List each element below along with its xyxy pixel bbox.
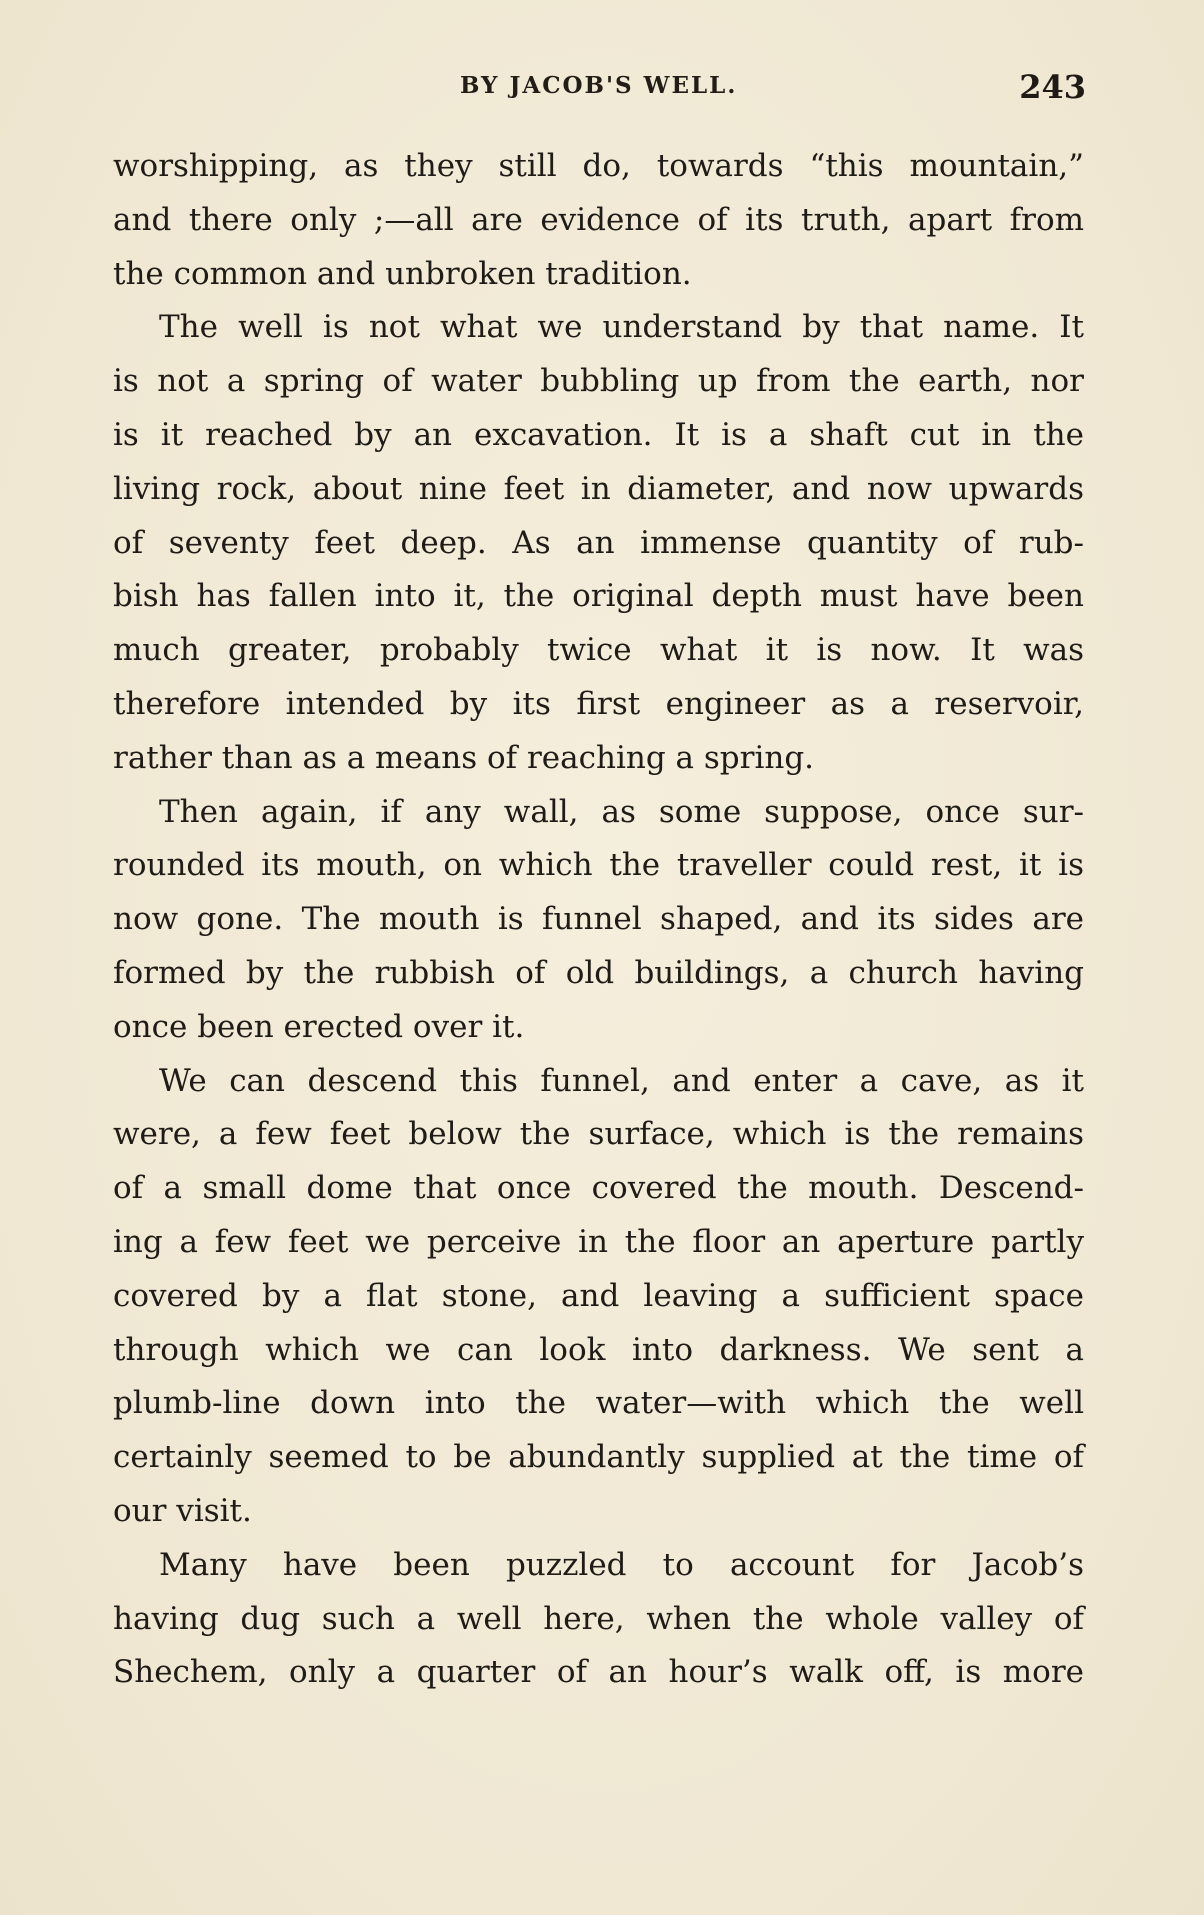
- text-line: We can descend this funnel, and enter a cave, as it: [159, 1062, 1084, 1099]
- text-line: The well is not what we understand by that name. It: [159, 309, 1084, 346]
- text-line: bish has fallen into it, the original depth must have been: [113, 578, 1084, 615]
- text-line: plumb-line down into the water—with which the well: [113, 1385, 1084, 1422]
- text-line: Then again, if any wall, as some suppose, once sur-: [159, 793, 1084, 830]
- text-line: ing a few feet we perceive in the floor an aperture partly: [113, 1223, 1084, 1260]
- text-line: worshipping, as they still do, towards “this mountain,”: [113, 148, 1084, 184]
- text-line: through which we can look into darkness. We sent a: [113, 1331, 1084, 1368]
- text-line: certainly seemed to be abundantly supplied at the time of: [113, 1439, 1084, 1476]
- text-line: rather than as a means of reaching a spring.: [113, 739, 815, 776]
- text-line: much greater, probably twice what it is now. It was: [113, 632, 1084, 669]
- text-line: Many have been puzzled to account for Jacob’s: [159, 1546, 1084, 1583]
- text-line: is not a spring of water bubbling up from the earth, nor: [113, 363, 1084, 400]
- text-line: our visit.: [113, 1492, 252, 1529]
- page-number: 243: [1019, 68, 1086, 106]
- text-line: covered by a flat stone, and leaving a sufficient space: [113, 1277, 1084, 1314]
- text-line: therefore intended by its first engineer as a reservoir,: [113, 685, 1084, 722]
- text-line: of a small dome that once covered the mouth. Descend-: [113, 1170, 1084, 1207]
- text-line: now gone. The mouth is funnel shaped, and its sides are: [113, 901, 1084, 938]
- running-head: BY JACOB'S WELL.: [460, 72, 738, 99]
- body-text: [113, 140, 1084, 1700]
- text-line: and there only ;—all are evidence of its truth, apart from: [113, 201, 1084, 238]
- text-line: formed by the rubbish of old buildings, a church having: [113, 954, 1084, 991]
- text-line: of seventy feet deep. As an immense quantity of rub-: [113, 524, 1084, 561]
- text-line: Shechem, only a quarter of an hour’s walk off, is more: [113, 1654, 1084, 1691]
- text-line: having dug such a well here, when the whole valley of: [113, 1600, 1084, 1637]
- text-line: once been erected over it.: [113, 1008, 525, 1045]
- text-line: is it reached by an excavation. It is a shaft cut in the: [113, 416, 1084, 453]
- text-line: were, a few feet below the surface, which is the remains: [113, 1116, 1084, 1153]
- text-line: rounded its mouth, on which the traveller could rest, it is: [113, 847, 1084, 884]
- text-line: living rock, about nine feet in diameter, and now upwards: [113, 470, 1084, 507]
- text-line: the common and unbroken tradition.: [113, 255, 692, 292]
